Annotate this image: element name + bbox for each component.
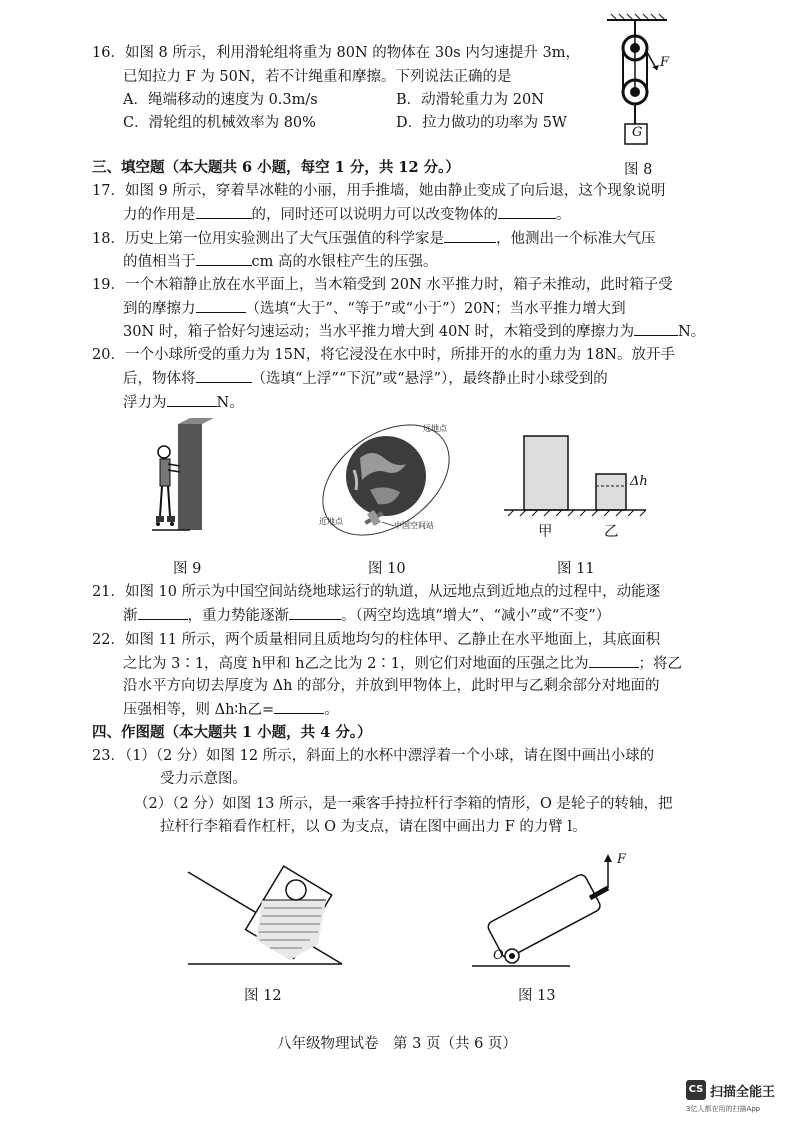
camscanner-logo-icon: CS	[686, 1080, 706, 1100]
q23-part1-line2: 受力示意图。	[160, 771, 247, 787]
figure-10-label-station: 中国空间站	[394, 521, 434, 530]
section-4-heading: 四、作图题（本大题共 1 小题，共 4 分。）	[92, 724, 372, 741]
q19-line2: 到的摩擦力 （选填“大于”、“等于”或“小于”）20N；当水平推力增大到	[123, 298, 626, 319]
q17-line1: 17．如图 9 所示，穿着旱冰鞋的小丽，用手推墙，她由静止变成了向后退，这个现象说明	[92, 183, 666, 199]
figure-11-two-prisms	[500, 432, 650, 522]
figure-8-label-g: G	[632, 125, 643, 140]
q22-line1: 22．如图 11 所示，两个质量相同且质地均匀的柱体甲、乙静止在水平地面上，其底面积	[92, 632, 661, 648]
q19-line1: 19．一个木箱静止放在水平面上，当木箱受到 20N 水平推力时，箱子未推动，此时箱子受	[92, 277, 673, 293]
q20-line2: 后，物体将 （选填“上浮”“下沉”或“悬浮”），最终静止时小球受到的	[123, 368, 608, 389]
q16-option-c: C．滑轮组的机械效率为 80%	[123, 115, 316, 131]
q23-part1-line1: 23．（1）（2 分）如图 12 所示，斜面上的水杯中漂浮着一个小球，请在图中画出小球的	[92, 748, 655, 764]
page-footer: 八年级物理试卷 第 3 页（共 6 页）	[277, 1036, 517, 1052]
camscanner-name: 扫描全能王	[710, 1085, 776, 1100]
figure-12-cup-on-incline	[186, 860, 366, 970]
q23-part2-line1: （2）（2 分）如图 13 所示，是一乘客手持拉杆行李箱的情形，O 是轮子的转轴，把	[134, 796, 673, 812]
q18-line2: 的值相当于 cm 高的水银柱产生的压强。	[123, 251, 437, 272]
figure-13-caption: 图 13	[518, 988, 556, 1004]
figure-13-label-o: O	[493, 948, 504, 963]
camscanner-tagline: 3亿人都在用的扫描App	[686, 1105, 761, 1113]
figure-11-caption: 图 11	[557, 561, 595, 577]
q16-option-b: B．动滑轮重力为 20N	[396, 92, 544, 108]
figure-12-caption: 图 12	[244, 988, 282, 1004]
q21-line1: 21．如图 10 所示为中国空间站绕地球运行的轨道，从远地点到近地点的过程中，动能逐	[92, 584, 661, 600]
q20-line3: 浮力为 N。	[123, 392, 244, 413]
figure-8-caption: 图 8	[624, 162, 653, 178]
figure-11-label-yi: 乙	[604, 524, 619, 540]
figure-10-caption: 图 10	[368, 561, 406, 577]
figure-11-label-delta-h: Δh	[630, 474, 648, 489]
section-3-heading: 三、填空题（本大题共 6 小题，每空 1 分，共 12 分。）	[92, 159, 460, 176]
figure-11-label-jia: 甲	[538, 524, 553, 540]
figure-8-label-f: F	[660, 55, 670, 70]
figure-9-girl-pushing-wall	[150, 422, 220, 532]
q23-part2-line2: 拉杆行李箱看作杠杆，以 O 为支点，请在图中画出力 F 的力臂 l。	[160, 819, 587, 835]
q16-option-d: D．拉力做功的功率为 5W	[396, 115, 567, 131]
q19-line3: 30N 时，箱子恰好匀速运动；当水平推力增大到 40N 时，木箱受到的摩擦力为 N。	[123, 321, 705, 342]
q22-line2: 之比为 3∶1，高度 h甲和 h乙之比为 2∶1，则它们对地面的压强之比为 ；将乙	[123, 653, 682, 674]
q16-line2: 已知拉力 F 为 50N，若不计绳重和摩擦。下列说法正确的是	[123, 69, 512, 85]
figure-8-pulley-diagram	[605, 12, 685, 152]
figure-13-label-f: F	[617, 852, 627, 867]
q16-line1: 16．如图 8 所示，利用滑轮组将重为 80N 的物体在 30s 内匀速提升 3m，	[92, 45, 580, 61]
q17-line2: 力的作用是 的，同时还可以说明力可以改变物体的 。	[123, 204, 571, 225]
q16-option-a: A．绳端移动的速度为 0.3m/s	[123, 92, 318, 108]
q21-line2: 渐 ，重力势能逐渐 。（两空均选填“增大”、“减小”或“不变”）	[123, 605, 610, 626]
q22-line4: 压强相等，则 Δh∶h乙= 。	[123, 699, 339, 720]
q22-line3: 沿水平方向切去厚度为 Δh 的部分，并放到甲物体上，此时甲与乙剩余部分对地面的	[123, 678, 660, 694]
figure-10-label-far: 远地点	[423, 424, 447, 433]
figure-10-label-near: 近地点	[319, 517, 343, 526]
figure-9-caption: 图 9	[173, 561, 202, 577]
q18-line1: 18．历史上第一位用实验测出了大气压强值的科学家是 ，他测出一个标准大气压	[92, 228, 655, 249]
q20-line1: 20．一个小球所受的重力为 15N，将它浸没在水中时，所排开的水的重力为 18N。放开手	[92, 347, 675, 363]
